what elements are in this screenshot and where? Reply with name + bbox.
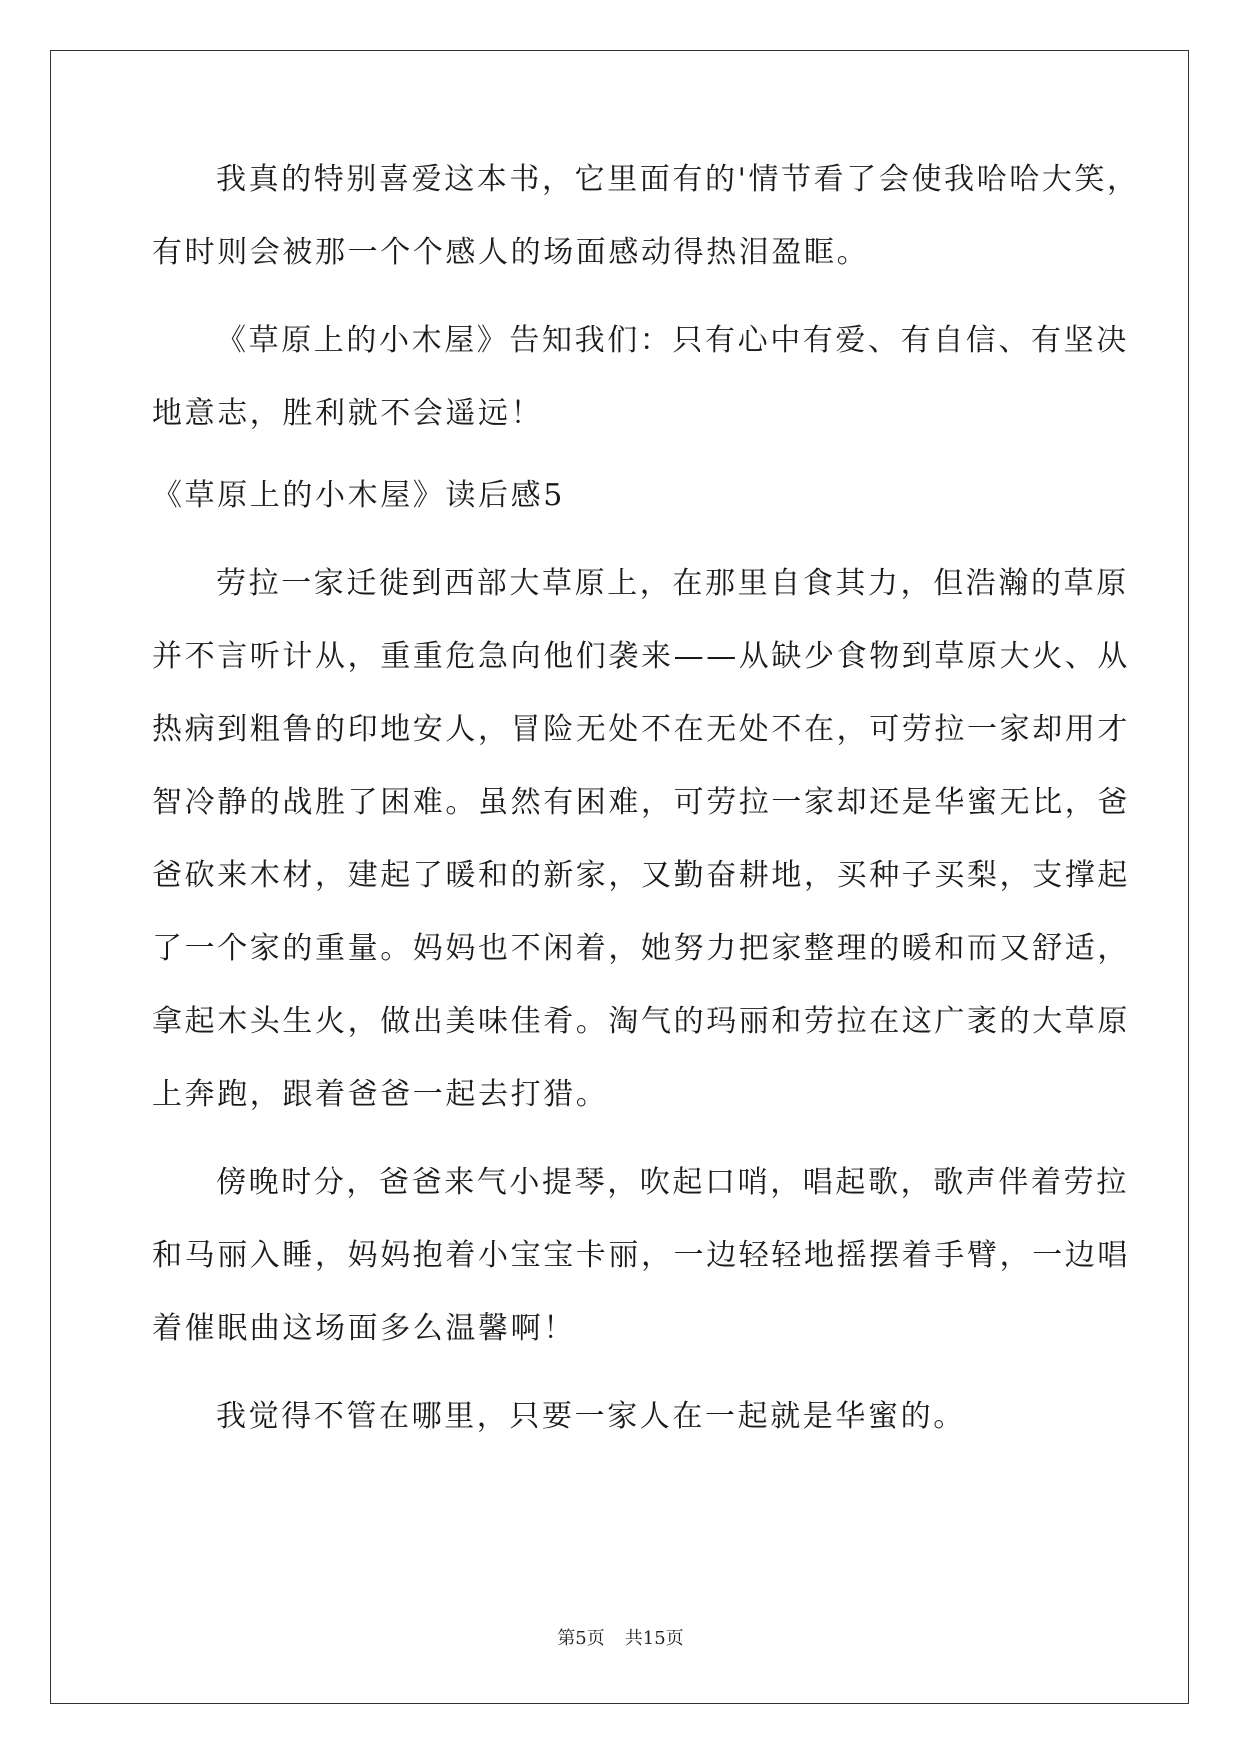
paragraph-line: 我觉得不管在哪里，只要一家人在一起就是华蜜的。 xyxy=(216,1399,966,1434)
page-number: 第5页 xyxy=(557,1628,605,1649)
paragraph-line: 智冷静的战胜了困难。虽然有困难，可劳拉一家却还是华蜜无比，爸 xyxy=(152,785,1130,820)
paragraph-line: 爸砍来木材，建起了暖和的新家，又勤奋耕地，买种子买梨，支撑起 xyxy=(152,858,1130,893)
paragraph-line: 有时则会被那一个个感人的场面感动得热泪盈眶。 xyxy=(152,235,870,270)
paragraph-line: 《草原上的小木屋》告知我们：只有心中有爱、有自信、有坚决 xyxy=(216,323,1129,358)
paragraph-line: 拿起木头生火，做出美味佳肴。淘气的玛丽和劳拉在这广袤的大草原 xyxy=(152,1004,1130,1039)
paragraph-line: 和马丽入睡，妈妈抱着小宝宝卡丽，一边轻轻地摇摆着手臂，一边唱 xyxy=(152,1238,1130,1273)
paragraph-line: 傍晚时分，爸爸来气小提琴，吹起口哨，唱起歌，歌声伴着劳拉 xyxy=(216,1165,1129,1200)
paragraph-line: 了一个家的重量。妈妈也不闲着，她努力把家整理的暖和而又舒适， xyxy=(152,931,1130,966)
paragraph-line: 我真的特别喜爱这本书，它里面有的'情节看了会使我哈哈大笑， xyxy=(216,162,1140,197)
page-footer xyxy=(0,1628,1241,1650)
paragraph-line: 地意志，胜利就不会遥远！ xyxy=(152,396,544,431)
document-body xyxy=(152,162,1140,1435)
paragraph-line: 着催眠曲这场面多么温馨啊！ xyxy=(152,1311,576,1346)
paragraph-line: 热病到粗鲁的印地安人，冒险无处不在无处不在，可劳拉一家却用才 xyxy=(152,712,1130,747)
paragraph-line: 并不言听计从，重重危急向他们袭来——从缺少食物到草原大火、从 xyxy=(152,639,1130,674)
paragraph-line: 上奔跑，跟着爸爸一起去打猎。 xyxy=(152,1077,609,1112)
section-heading: 《草原上的小木屋》读后感5 xyxy=(152,478,565,513)
page-total: 共15页 xyxy=(624,1628,684,1649)
paragraph-line: 劳拉一家迁徙到西部大草原上，在那里自食其力，但浩瀚的草原 xyxy=(216,566,1129,601)
